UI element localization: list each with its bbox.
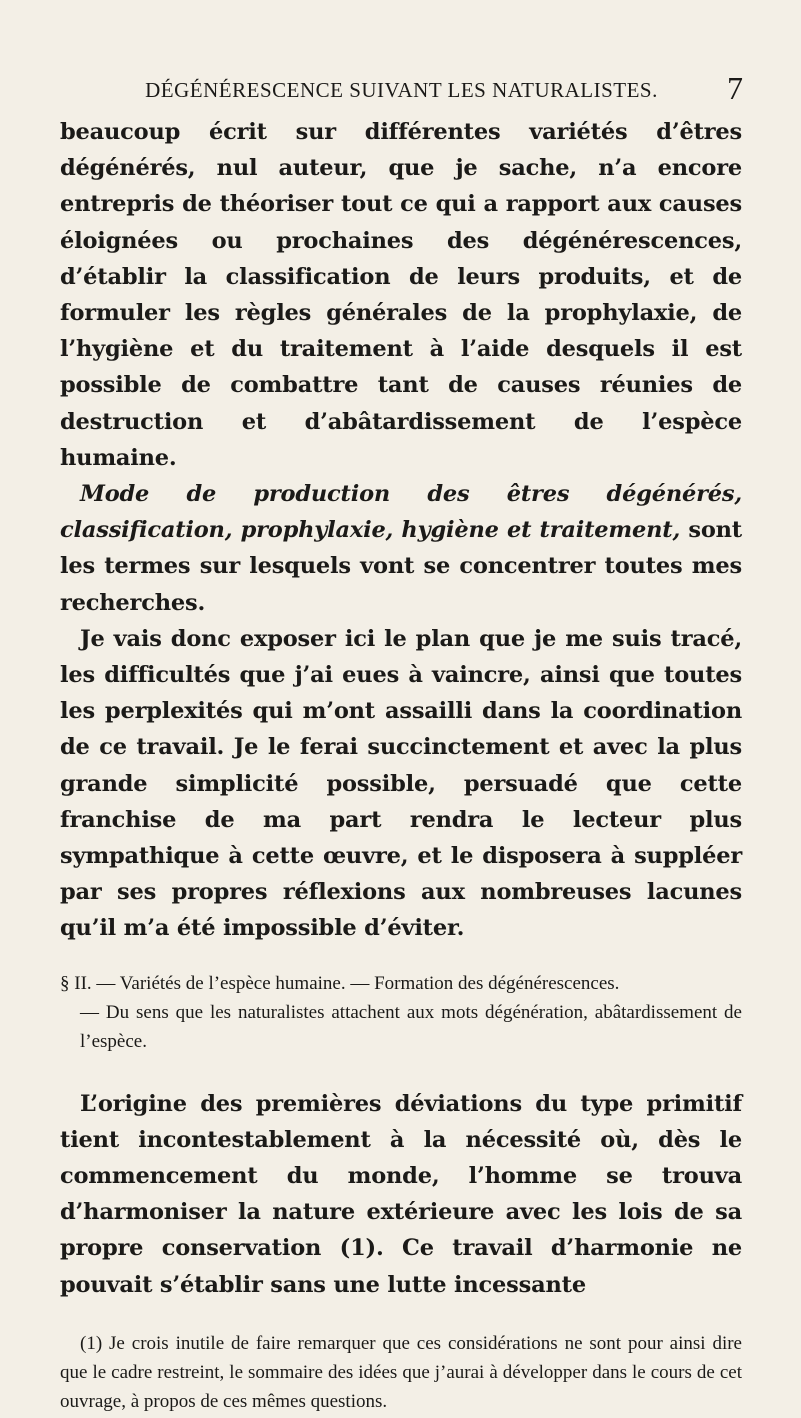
- section-summary-line-1: § II. — Variétés de l’espèce humaine. — Formation des dégénérescences.: [60, 972, 620, 994]
- paragraph-1: beaucoup écrit sur différentes variétés d’êtres dégénérés, nul auteur, que je sache, n’a encore entrepris de théoriser tout ce qui a rapport aux causes éloignées ou prochaines des dégénérescences, d’établir la classification de leurs produits, et de formuler les règles générales de la prophylaxie, de l’hygiène et du traitement à l’aide desquels il est possible de combattre tant de causes réunies de destruction et d’abâtardissement de l’espèce humaine.: [60, 119, 742, 471]
- page-header: [60, 70, 743, 110]
- section-summary: [60, 969, 742, 1056]
- footnote: (1) Je crois inutile de faire remarquer que ces considérations ne sont pour ainsi dire que le cadre restreint, le sommaire des idées que j’aurai à développer dans le cours de cet ouvrage, à propos de ces mêmes questions.: [60, 1332, 742, 1412]
- paragraph-2-italic: Mode de production des êtres dégénérés, classification, prophylaxie, hygiène et traitement,: [60, 481, 742, 544]
- section-paragraph: L’origine des premières déviations du type primitif tient incontestablement à la nécessité où, dès le commencement du monde, l’homme se trouva d’harmoniser la nature extérieure avec les lois de sa propre conservation (1). Ce travail d’harmonie ne pouvait s’établir sans une lutte incessante: [60, 1090, 742, 1298]
- body-text: [60, 114, 742, 1416]
- section-body: [60, 1086, 742, 1303]
- running-head: DÉGÉNÉRESCENCE SUIVANT LES NATURALISTES.: [145, 78, 658, 102]
- paragraph-2-rest: sont les termes sur lesquels vont se concentrer toutes mes recherches.: [60, 517, 742, 616]
- page-number: 7: [727, 70, 743, 106]
- paragraph-2: [60, 476, 742, 621]
- paragraph-3: Je vais donc exposer ici le plan que je me suis tracé, les difficultés que j’ai eues à vaincre, ainsi que toutes les perplexités qui m’ont assailli dans la coordination de ce travail. Je le ferai succinctement et avec la plus grande simplicité possible, persuadé que cette franchise de ma part rendra le lecteur plus sympathique à cette œuvre, et le disposera à suppléer par ses propres réflexions aux nombreuses lacunes qu’il m’a été impossible d’éviter.: [60, 625, 742, 942]
- section-summary-line-2: — Du sens que les naturalistes attachent aux mots dégénération, abâtardissement de l’espèce.: [80, 1001, 742, 1052]
